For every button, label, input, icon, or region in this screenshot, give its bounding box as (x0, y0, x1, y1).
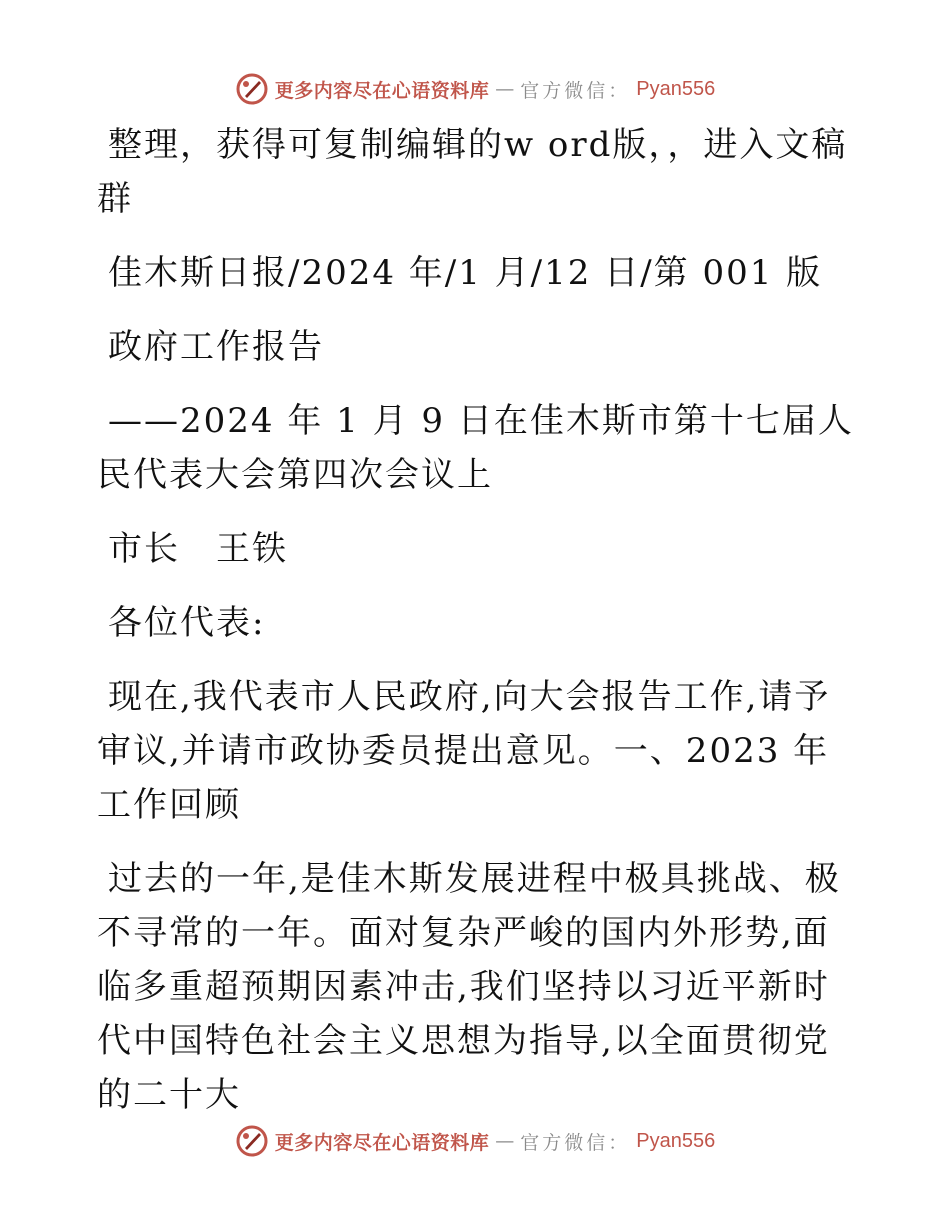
watermark-dash: — (495, 78, 515, 100)
paragraph-intro: 整理，获得可复制编辑的w ord版，，进入文稿群 (97, 125, 848, 219)
watermark-text: 更多内容尽在心语资料库 (274, 79, 490, 102)
watermark-dash: — (495, 1130, 515, 1152)
paragraph-source: 佳木斯日报/2024 年/1 月/12 日/第 001 版 (108, 253, 823, 293)
logo-icon (235, 72, 269, 106)
watermark-handle: Pyan556 (636, 1129, 716, 1152)
watermark-text: 更多内容尽在心语资料库 (274, 1131, 490, 1154)
salutation: 各位代表: (108, 603, 266, 643)
header-watermark (0, 72, 950, 106)
paragraph-opening: 现在,我代表市人民政府,向大会报告工作,请予审议,并请市政协委员提出意见。一、2023 年工作回顾 (97, 677, 831, 825)
document-subtitle: ——2024 年 1 月 9 日在佳木斯市第十七届人民代表大会第四次会议上 (97, 401, 854, 495)
author-line: 市长 王铁 (108, 529, 288, 569)
logo-icon (235, 1124, 269, 1158)
footer-watermark (0, 1124, 950, 1158)
document-title: 政府工作报告 (108, 327, 324, 367)
watermark-label: 官方微信： (520, 1131, 631, 1154)
paragraph-review: 过去的一年,是佳木斯发展进程中极具挑战、极不寻常的一年。面对复杂严峻的国内外形势,面临多重超预期因素冲击,我们坚持以习近平新时代中国特色社会主义思想为指导,以全面贯彻党的二十大 (97, 859, 841, 1115)
watermark-handle: Pyan556 (636, 77, 716, 100)
watermark-label: 官方微信： (520, 79, 631, 102)
document-body (97, 118, 857, 1142)
